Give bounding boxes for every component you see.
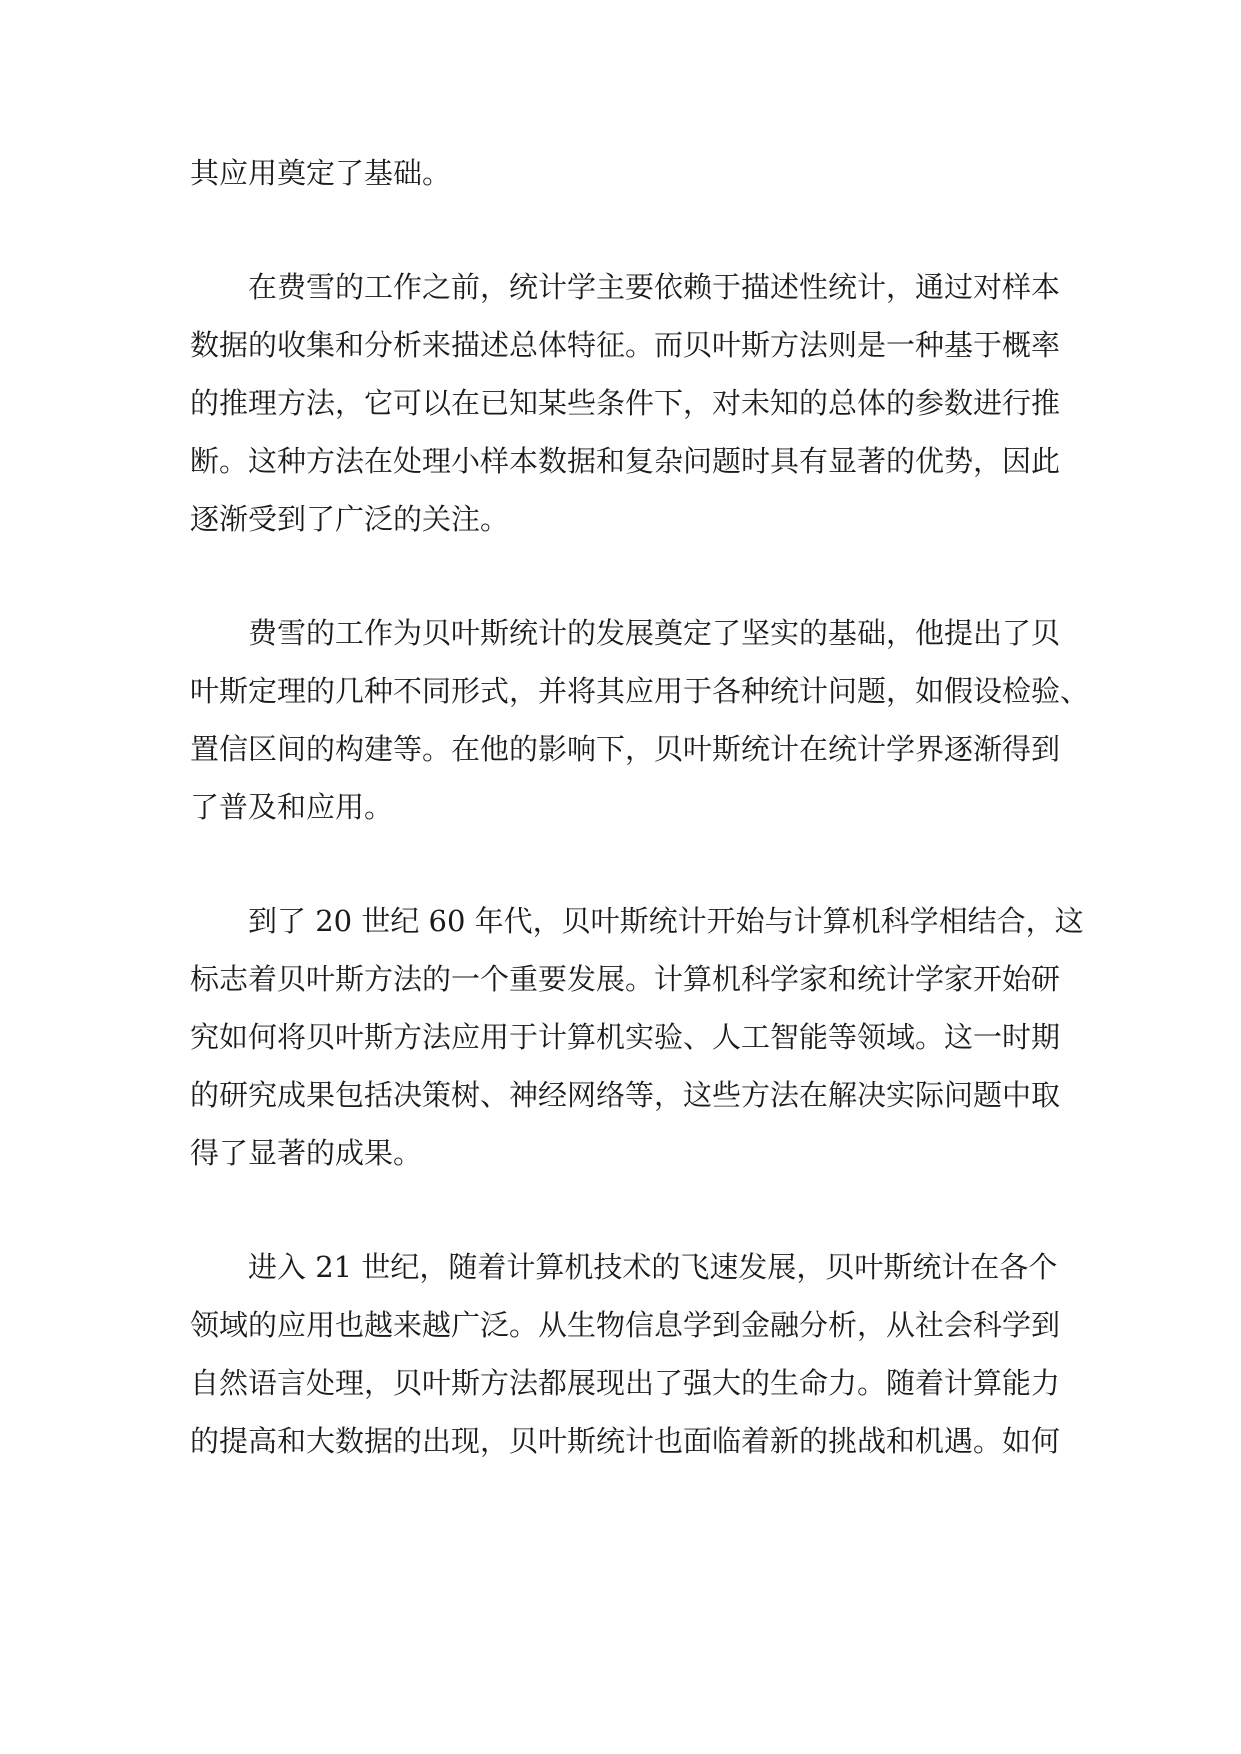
text-line: 标志着贝叶斯方法的一个重要发展。计算机科学家和统计学家开始研 (190, 962, 1061, 996)
text-line: 的提高和大数据的出现，贝叶斯统计也面临着新的挑战和机遇。如何 (190, 1424, 1061, 1458)
text-line: 数据的收集和分析来描述总体特征。而贝叶斯方法则是一种基于概率 (190, 328, 1061, 362)
paragraph (190, 258, 1061, 548)
text-line: 叶斯定理的几种不同形式，并将其应用于各种统计问题，如假设检验、 (190, 674, 1090, 708)
paragraph (190, 604, 1090, 836)
text-line: 了普及和应用。 (190, 790, 394, 824)
text-line: 断。这种方法在处理小样本数据和复杂问题时具有显著的优势，因此 (190, 444, 1061, 478)
text-line: 究如何将贝叶斯方法应用于计算机实验、人工智能等领域。这一时期 (190, 1020, 1061, 1054)
text-line: 自然语言处理，贝叶斯方法都展现出了强大的生命力。随着计算能力 (190, 1366, 1061, 1400)
text-line: 到了 20 世纪 60 年代，贝叶斯统计开始与计算机科学相结合，这 (248, 904, 1084, 938)
text-line: 进入 21 世纪，随着计算机技术的飞速发展，贝叶斯统计在各个 (248, 1250, 1058, 1284)
text-line: 的研究成果包括决策树、神经网络等，这些方法在解决实际问题中取 (190, 1078, 1061, 1112)
paragraph (190, 892, 1084, 1182)
text-line: 的推理方法，它可以在已知某些条件下，对未知的总体的参数进行推 (190, 386, 1061, 420)
document-body (190, 144, 1090, 1470)
paragraph (190, 144, 1052, 202)
text-line: 逐渐受到了广泛的关注。 (190, 502, 510, 536)
text-line: 在费雪的工作之前，统计学主要依赖于描述性统计，通过对样本 (248, 270, 1061, 304)
text-line: 得了显著的成果。 (190, 1136, 423, 1170)
text-line: 其应用奠定了基础。 (190, 156, 452, 190)
text-line: 费雪的工作为贝叶斯统计的发展奠定了坚实的基础，他提出了贝 (248, 616, 1061, 650)
text-line: 置信区间的构建等。在他的影响下，贝叶斯统计在统计学界逐渐得到 (190, 732, 1061, 766)
text-line: 领域的应用也越来越广泛。从生物信息学到金融分析，从社会科学到 (190, 1308, 1061, 1342)
paragraph (190, 1238, 1061, 1470)
